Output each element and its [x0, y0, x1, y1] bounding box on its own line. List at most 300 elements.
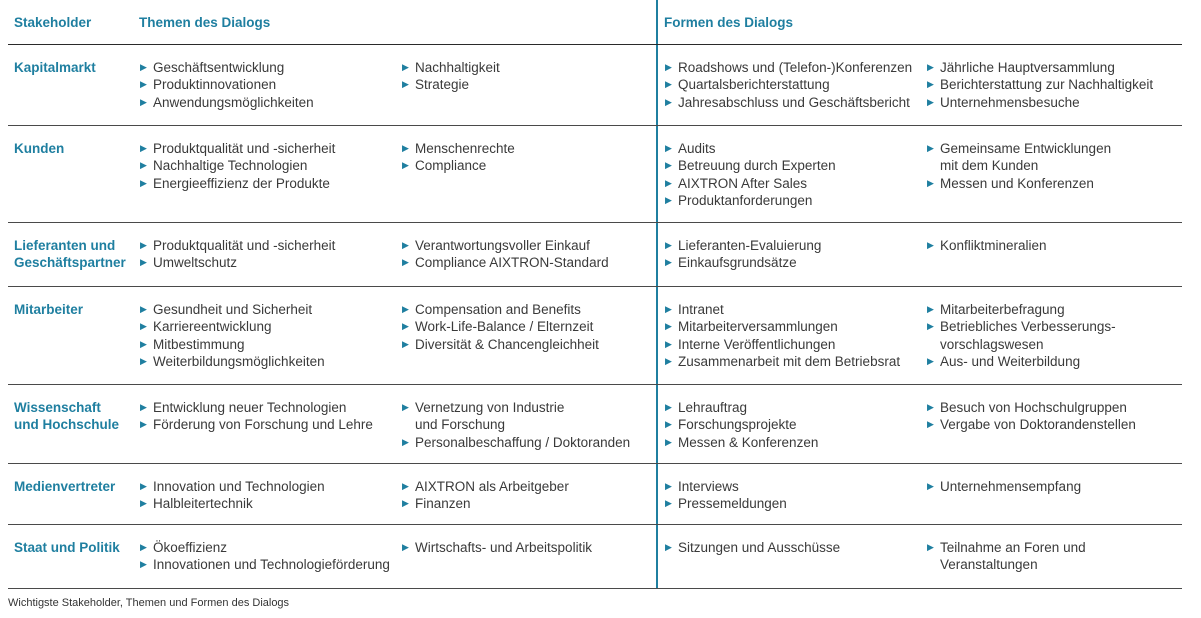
list-item-text: Halbleitertechnik: [153, 496, 253, 512]
list-item: [664, 94, 926, 111]
stakeholder-label: [14, 464, 133, 495]
forms-cell: [656, 126, 1182, 222]
list-item: [139, 556, 401, 573]
forms-column-right: [926, 223, 1182, 286]
table-row: [8, 223, 1182, 287]
list-item-text: Compensation and Benefits: [415, 302, 581, 317]
list-item-text: Lieferanten-Evaluierung: [678, 238, 822, 253]
stakeholder-cell: [8, 126, 133, 222]
list-item: [139, 94, 401, 111]
table-row: [8, 45, 1182, 126]
themes-cell: [133, 287, 656, 384]
themes-column-left: [139, 45, 401, 125]
triangle-right-icon: ▶: [665, 177, 672, 188]
bullet-list: [926, 478, 1182, 495]
triangle-right-icon: ▶: [927, 419, 934, 430]
triangle-right-icon: ▶: [402, 304, 409, 314]
bullet-list: [926, 399, 1182, 434]
list-item-text: Strategie: [415, 77, 470, 93]
themes-column-right: [401, 287, 656, 384]
forms-cell: [656, 287, 1182, 384]
list-item: [926, 175, 1182, 192]
list-item: [926, 59, 1182, 76]
triangle-right-icon: ▶: [402, 321, 409, 332]
list-item-text: Energieeffizienz der Produkte: [153, 175, 330, 191]
list-item-text: Ökoeffizienz: [153, 540, 228, 555]
themes-cell: [133, 126, 656, 222]
stakeholder-cell: [8, 464, 133, 524]
stakeholder-label-line: Staat und Politik: [14, 540, 120, 555]
bullet-list: [926, 539, 1182, 574]
triangle-right-icon: ▶: [140, 96, 147, 107]
triangle-right-icon: ▶: [927, 143, 934, 153]
triangle-right-icon: ▶: [140, 62, 147, 72]
bullet-list: [401, 539, 656, 556]
stakeholder-label: [14, 126, 133, 157]
list-item: [926, 94, 1182, 111]
list-item-text: Mitbestimmung: [153, 336, 245, 352]
triangle-right-icon: ▶: [140, 177, 147, 188]
triangle-right-icon: ▶: [665, 62, 672, 72]
list-item-text: Berichterstattung zur Nachhaltigkeit: [940, 77, 1154, 93]
stakeholder-label: [14, 45, 133, 76]
list-item: [664, 353, 926, 370]
list-item-text: AIXTRON als Arbeitgeber: [415, 479, 569, 494]
triangle-right-icon: ▶: [665, 498, 672, 509]
triangle-right-icon: ▶: [140, 498, 147, 509]
list-item-text: Compliance: [415, 158, 487, 174]
list-item: [139, 399, 401, 416]
bullet-list: [664, 539, 926, 556]
list-item-text: Karriereentwicklung: [153, 319, 272, 335]
stakeholder-label: [14, 385, 133, 433]
list-item: [401, 336, 656, 353]
list-item-text: Compliance AIXTRON-Standard: [415, 255, 609, 271]
bullet-list: [401, 237, 656, 272]
stakeholder-label-line: Mitarbeiter: [14, 302, 84, 317]
stakeholder-label: [14, 287, 133, 318]
forms-column-right: [926, 45, 1182, 125]
list-item-text: Produktqualität und -sicherheit: [153, 238, 336, 253]
list-item: [139, 301, 401, 318]
list-item-text: Produktqualität und -sicherheit: [153, 141, 336, 156]
bullet-list: [664, 140, 926, 209]
list-item-text: Work-Life-Balance / Elternzeit: [415, 319, 594, 335]
bullet-list: [664, 59, 926, 111]
list-item-text: Interne Veröffentlichungen: [678, 336, 836, 352]
list-item: [401, 399, 656, 434]
themes-cell: [133, 223, 656, 286]
list-item: [401, 495, 656, 512]
forms-column-left: [664, 385, 926, 463]
list-item: [926, 399, 1182, 416]
bullet-list: [139, 59, 401, 111]
list-item-text: Einkaufsgrundsätze: [678, 255, 797, 271]
stakeholder-cell: [8, 287, 133, 384]
triangle-right-icon: ▶: [927, 79, 934, 90]
triangle-right-icon: ▶: [402, 338, 409, 349]
header-forms: Formen des Dialogs: [664, 15, 794, 30]
list-item-text: Mitarbeiterversammlungen: [678, 319, 838, 335]
forms-column-left: [664, 464, 926, 524]
bullet-list: [401, 301, 656, 353]
list-item: [139, 478, 401, 495]
themes-column-right: [401, 385, 656, 463]
triangle-right-icon: ▶: [140, 481, 147, 491]
list-item-text: Weiterbildungsmöglichkeiten: [153, 353, 325, 369]
triangle-right-icon: ▶: [402, 160, 409, 171]
list-item: [401, 59, 656, 76]
forms-column-left: [664, 287, 926, 384]
header-themes-cell: [133, 0, 656, 44]
table-row: [8, 525, 1182, 589]
stakeholder-label: [14, 525, 133, 556]
triangle-right-icon: ▶: [927, 304, 934, 314]
list-item-text: Forschungsprojekte: [678, 417, 797, 433]
stakeholder-label-line: Kunden: [14, 141, 65, 156]
list-item-text: Jährliche Hauptversammlung: [940, 60, 1115, 75]
bullet-list: [926, 140, 1182, 192]
table-caption: Wichtigste Stakeholder, Themen und Formen des Dialogs: [8, 597, 290, 609]
stakeholder-label-line: Medienvertreter: [14, 479, 116, 494]
triangle-right-icon: ▶: [927, 542, 934, 552]
triangle-right-icon: ▶: [665, 79, 672, 90]
bullet-list: [401, 399, 656, 451]
triangle-right-icon: ▶: [140, 143, 147, 153]
themes-column-left: [139, 385, 401, 463]
triangle-right-icon: ▶: [140, 79, 147, 90]
triangle-right-icon: ▶: [665, 542, 672, 552]
list-item-text: Messen & Konferenzen: [678, 434, 819, 450]
triangle-right-icon: ▶: [402, 62, 409, 72]
list-item: [139, 59, 401, 76]
bullet-list: [401, 59, 656, 94]
triangle-right-icon: ▶: [402, 143, 409, 153]
list-item-text: Interviews: [678, 479, 739, 494]
triangle-right-icon: ▶: [140, 355, 147, 366]
themes-column-right: [401, 464, 656, 524]
list-item: [401, 76, 656, 93]
list-item: [401, 318, 656, 335]
list-item: [926, 76, 1182, 93]
triangle-right-icon: ▶: [927, 481, 934, 491]
list-item: [401, 301, 656, 318]
list-item-text: Wirtschafts- und Arbeitspolitik: [415, 540, 593, 555]
list-item-text: Audits: [678, 141, 716, 156]
triangle-right-icon: ▶: [140, 257, 147, 268]
stakeholder-cell: [8, 45, 133, 125]
list-item: [926, 301, 1182, 318]
list-item-text: Unternehmensbesuche: [940, 94, 1080, 110]
triangle-right-icon: ▶: [402, 436, 409, 447]
forms-column-right: [926, 287, 1182, 384]
themes-column-right: [401, 45, 656, 125]
themes-cell: [133, 525, 656, 588]
list-item: [926, 353, 1182, 370]
list-item: [664, 478, 926, 495]
forms-column-left: [664, 525, 926, 588]
list-item-text: Geschäftsentwicklung: [153, 60, 285, 75]
triangle-right-icon: ▶: [402, 542, 409, 552]
list-item: [664, 336, 926, 353]
triangle-right-icon: ▶: [140, 559, 147, 570]
list-item: [139, 76, 401, 93]
list-item-text: Zusammenarbeit mit dem Betriebsrat: [678, 353, 901, 369]
bullet-list: [139, 399, 401, 434]
list-item: [926, 140, 1182, 175]
list-item: [664, 175, 926, 192]
triangle-right-icon: ▶: [665, 402, 672, 412]
triangle-right-icon: ▶: [140, 338, 147, 349]
triangle-right-icon: ▶: [927, 177, 934, 188]
list-item-text: Vernetzung von Industrie und Forschung: [415, 400, 565, 433]
list-item-text: Konfliktmineralien: [940, 238, 1047, 253]
bullet-list: [664, 478, 926, 513]
triangle-right-icon: ▶: [665, 143, 672, 153]
list-item-text: Gesundheit und Sicherheit: [153, 302, 313, 317]
triangle-right-icon: ▶: [927, 240, 934, 250]
triangle-right-icon: ▶: [402, 402, 409, 412]
themes-column-left: [139, 464, 401, 524]
list-item-text: Personalbeschaffung / Doktoranden: [415, 434, 631, 450]
list-item: [664, 237, 926, 254]
bullet-list: [926, 237, 1182, 254]
triangle-right-icon: ▶: [140, 542, 147, 552]
list-item: [401, 478, 656, 495]
list-item: [139, 495, 401, 512]
triangle-right-icon: ▶: [140, 419, 147, 430]
list-item: [139, 175, 401, 192]
list-item-text: Aus- und Weiterbildung: [940, 353, 1081, 369]
list-item: [401, 539, 656, 556]
triangle-right-icon: ▶: [665, 194, 672, 205]
list-item: [139, 539, 401, 556]
forms-cell: [656, 385, 1182, 463]
triangle-right-icon: ▶: [927, 355, 934, 366]
list-item-text: Quartalsberichterstattung: [678, 77, 830, 93]
list-item-text: Produktanforderungen: [678, 192, 813, 208]
list-item: [139, 353, 401, 370]
list-item: [401, 254, 656, 271]
list-item: [664, 59, 926, 76]
list-item-text: Betreuung durch Experten: [678, 158, 836, 174]
bullet-list: [139, 140, 401, 192]
triangle-right-icon: ▶: [665, 257, 672, 268]
triangle-right-icon: ▶: [665, 304, 672, 314]
bullet-list: [401, 478, 656, 513]
table-row: [8, 385, 1182, 464]
stakeholder-cell: [8, 385, 133, 463]
list-item-text: Pressemeldungen: [678, 496, 787, 512]
list-item: [664, 157, 926, 174]
bullet-list: [139, 301, 401, 370]
table-header: [8, 0, 1182, 45]
list-item-text: Umweltschutz: [153, 255, 238, 271]
list-item-text: Entwicklung neuer Technologien: [153, 400, 347, 415]
table-row: [8, 287, 1182, 385]
forms-column-right: [926, 464, 1182, 524]
list-item-text: Unternehmensempfang: [940, 479, 1082, 494]
triangle-right-icon: ▶: [927, 96, 934, 107]
triangle-right-icon: ▶: [140, 304, 147, 314]
bullet-list: [139, 237, 401, 272]
table-row: [8, 126, 1182, 223]
list-item-text: Vergabe von Doktorandenstellen: [940, 417, 1136, 433]
themes-column-right: [401, 223, 656, 286]
list-item-text: Diversität & Chancengleichheit: [415, 336, 599, 352]
list-item: [664, 539, 926, 556]
triangle-right-icon: ▶: [140, 240, 147, 250]
themes-column-left: [139, 287, 401, 384]
stakeholder-cell: [8, 525, 133, 588]
list-item-text: Teilnahme an Foren und Veranstaltungen: [940, 540, 1086, 573]
list-item-text: Mitarbeiterbefragung: [940, 302, 1065, 317]
triangle-right-icon: ▶: [402, 79, 409, 90]
list-item-text: Sitzungen und Ausschüsse: [678, 540, 841, 555]
forms-column-left: [664, 223, 926, 286]
triangle-right-icon: ▶: [665, 96, 672, 107]
list-item-text: Intranet: [678, 302, 724, 317]
list-item: [401, 237, 656, 254]
list-item: [401, 157, 656, 174]
list-item: [139, 237, 401, 254]
list-item-text: Nachhaltige Technologien: [153, 158, 308, 174]
list-item-text: Finanzen: [415, 496, 471, 512]
list-item: [664, 254, 926, 271]
forms-cell: [656, 525, 1182, 588]
forms-cell: [656, 45, 1182, 125]
triangle-right-icon: ▶: [927, 62, 934, 72]
list-item-text: Besuch von Hochschulgruppen: [940, 400, 1127, 415]
list-item-text: Jahresabschluss und Geschäftsbericht: [678, 94, 910, 110]
forms-column-right: [926, 525, 1182, 588]
list-item-text: Innovation und Technologien: [153, 479, 325, 494]
themes-column-right: [401, 525, 656, 588]
list-item: [139, 140, 401, 157]
themes-column-left: [139, 126, 401, 222]
bullet-list: [664, 399, 926, 451]
list-item: [139, 336, 401, 353]
list-item: [664, 76, 926, 93]
triangle-right-icon: ▶: [402, 257, 409, 268]
triangle-right-icon: ▶: [402, 481, 409, 491]
list-item: [139, 318, 401, 335]
themes-column-left: [139, 525, 401, 588]
triangle-right-icon: ▶: [927, 321, 934, 332]
forms-cell: [656, 464, 1182, 524]
list-item: [926, 539, 1182, 574]
list-item: [926, 478, 1182, 495]
triangle-right-icon: ▶: [140, 321, 147, 332]
triangle-right-icon: ▶: [402, 240, 409, 250]
triangle-right-icon: ▶: [665, 481, 672, 491]
list-item-text: Messen und Konferenzen: [940, 175, 1094, 191]
themes-cell: [133, 464, 656, 524]
list-item-text: Lehrauftrag: [678, 400, 748, 415]
stakeholder-label-line: Wissenschaft: [14, 400, 101, 415]
list-item-text: Verantwortungsvoller Einkauf: [415, 238, 590, 253]
list-item-text: AIXTRON After Sales: [678, 175, 808, 191]
list-item: [664, 301, 926, 318]
header-themes: Themen des Dialogs: [139, 15, 271, 30]
bullet-list: [401, 140, 656, 175]
themes-column-right: [401, 126, 656, 222]
forms-column-left: [664, 126, 926, 222]
stakeholder-label-line: Geschäftspartner: [14, 255, 126, 270]
list-item-text: Produktinnovationen: [153, 77, 277, 93]
list-item-text: Anwendungsmöglichkeiten: [153, 94, 314, 110]
triangle-right-icon: ▶: [140, 402, 147, 412]
triangle-right-icon: ▶: [665, 355, 672, 366]
stakeholder-label-line: Lieferanten und: [14, 238, 116, 253]
triangle-right-icon: ▶: [140, 160, 147, 171]
list-item-text: Förderung von Forschung und Lehre: [153, 417, 373, 433]
triangle-right-icon: ▶: [665, 160, 672, 171]
list-item: [664, 434, 926, 451]
list-item-text: Gemeinsame Entwicklungen mit dem Kunden: [940, 141, 1112, 174]
table-row: [8, 464, 1182, 525]
list-item-text: Innovationen und Technologieförderung: [153, 557, 390, 573]
triangle-right-icon: ▶: [402, 498, 409, 509]
stakeholder-label: [14, 223, 133, 271]
list-item: [401, 140, 656, 157]
themes-column-left: [139, 223, 401, 286]
list-item: [664, 495, 926, 512]
stakeholder-label-line: und Hochschule: [14, 417, 120, 432]
list-item: [139, 254, 401, 271]
list-item: [139, 157, 401, 174]
bullet-list: [926, 301, 1182, 370]
list-item-text: Nachhaltigkeit: [415, 60, 500, 75]
list-item: [926, 416, 1182, 433]
list-item: [664, 399, 926, 416]
triangle-right-icon: ▶: [927, 402, 934, 412]
bullet-list: [139, 539, 401, 574]
triangle-right-icon: ▶: [665, 338, 672, 349]
header-forms-cell: [656, 0, 1182, 44]
stakeholder-table: [8, 0, 1182, 589]
table-body: [8, 45, 1182, 589]
forms-column-right: [926, 385, 1182, 463]
themes-cell: [133, 385, 656, 463]
list-item-text: Roadshows und (Telefon-)Konferenzen: [678, 60, 913, 75]
list-item-text: Betriebliches Verbesserungs- vorschlagswesen: [940, 319, 1116, 352]
list-item: [139, 416, 401, 433]
list-item: [664, 416, 926, 433]
list-item: [401, 434, 656, 451]
header-stakeholder: Stakeholder: [14, 15, 92, 30]
bullet-list: [926, 59, 1182, 111]
list-item: [926, 318, 1182, 353]
forms-column-right: [926, 126, 1182, 222]
stakeholder-cell: [8, 223, 133, 286]
list-item: [926, 237, 1182, 254]
forms-column-left: [664, 45, 926, 125]
themes-cell: [133, 45, 656, 125]
bullet-list: [664, 301, 926, 370]
triangle-right-icon: ▶: [665, 419, 672, 430]
header-stakeholder-cell: [8, 0, 133, 44]
triangle-right-icon: ▶: [665, 436, 672, 447]
stakeholder-label-line: Kapitalmarkt: [14, 60, 96, 75]
list-item-text: Menschenrechte: [415, 141, 515, 156]
list-item: [664, 318, 926, 335]
triangle-right-icon: ▶: [665, 321, 672, 332]
list-item: [664, 192, 926, 209]
list-item: [664, 140, 926, 157]
bullet-list: [664, 237, 926, 272]
bullet-list: [139, 478, 401, 513]
